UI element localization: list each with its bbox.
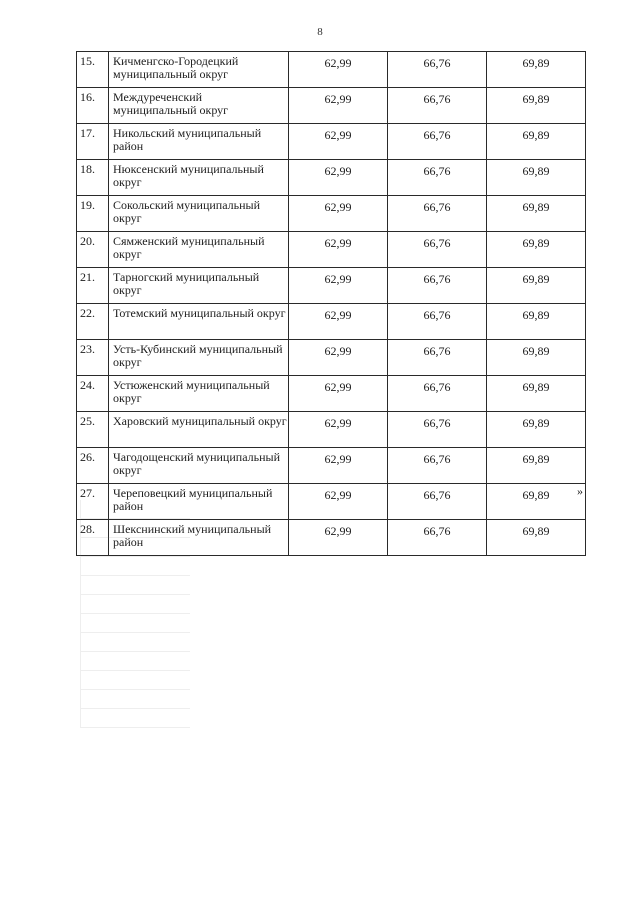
- value-1-cell: 62,99: [289, 376, 388, 412]
- municipality-name-cell: Череповецкий муниципальный район: [109, 484, 289, 520]
- value-1-cell: 62,99: [289, 304, 388, 340]
- municipality-name-cell: Устюженский муниципальный округ: [109, 376, 289, 412]
- value-3-cell: 69,89: [487, 340, 586, 376]
- row-number-cell: 16.: [77, 88, 109, 124]
- municipality-name-cell: Нюксенский муниципальный округ: [109, 160, 289, 196]
- value-1-cell: 62,99: [289, 340, 388, 376]
- page-number: 8: [317, 26, 323, 38]
- value-1-cell: 62,99: [289, 160, 388, 196]
- value-2-cell: 66,76: [388, 340, 487, 376]
- value-1-cell: 62,99: [289, 52, 388, 88]
- value-1-cell: 62,99: [289, 484, 388, 520]
- value-1-cell: 62,99: [289, 196, 388, 232]
- value-2-cell: 66,76: [388, 412, 487, 448]
- row-number-cell: 22.: [77, 304, 109, 340]
- value-3-cell: 69,89: [487, 124, 586, 160]
- value-3-cell: 69,89: [487, 520, 586, 556]
- tariff-table: [76, 51, 586, 556]
- value-1-cell: 62,99: [289, 520, 388, 556]
- municipality-name-cell: Междуреченский муниципальный округ: [109, 88, 289, 124]
- municipality-name-cell: Тарногский муниципальный округ: [109, 268, 289, 304]
- municipality-name-cell: Сямженский муниципальный округ: [109, 232, 289, 268]
- row-number-cell: 26.: [77, 448, 109, 484]
- value-3-cell: 69,89: [487, 448, 586, 484]
- value-2-cell: 66,76: [388, 520, 487, 556]
- value-1-cell: 62,99: [289, 232, 388, 268]
- table-row: [77, 376, 586, 412]
- value-2-cell: 66,76: [388, 124, 487, 160]
- municipality-name-cell: Чагодощенский муниципальный округ: [109, 448, 289, 484]
- value-3-cell: 69,89: [487, 160, 586, 196]
- value-2-cell: 66,76: [388, 268, 487, 304]
- value-1-cell: 62,99: [289, 412, 388, 448]
- table-row: [77, 304, 586, 340]
- municipality-name-cell: Усть-Кубинский муниципальный округ: [109, 340, 289, 376]
- row-number-cell: 19.: [77, 196, 109, 232]
- table-row: [77, 232, 586, 268]
- value-3-cell: 69,89: [487, 376, 586, 412]
- closing-quote: »: [577, 484, 583, 498]
- table-row: [77, 124, 586, 160]
- value-1-cell: 62,99: [289, 124, 388, 160]
- value-1-cell: 62,99: [289, 448, 388, 484]
- value-3-cell: 69,89: [487, 196, 586, 232]
- municipality-name-cell: Сокольский муниципальный округ: [109, 196, 289, 232]
- row-number-cell: 21.: [77, 268, 109, 304]
- row-number-cell: 27.: [77, 484, 109, 520]
- value-2-cell: 66,76: [388, 52, 487, 88]
- value-3-cell: 69,89: [487, 304, 586, 340]
- show-through-artifact: [80, 500, 190, 730]
- table-row: [77, 196, 586, 232]
- row-number-cell: 18.: [77, 160, 109, 196]
- municipality-name-cell: Харовский муниципальный округ: [109, 412, 289, 448]
- value-3-cell: 69,89: [487, 268, 586, 304]
- value-2-cell: 66,76: [388, 304, 487, 340]
- value-3-cell: 69,89: [487, 232, 586, 268]
- municipality-name-cell: Кичменгско-Городецкий муниципальный округ: [109, 52, 289, 88]
- table-row: [77, 88, 586, 124]
- value-2-cell: 66,76: [388, 88, 487, 124]
- row-number-cell: 23.: [77, 340, 109, 376]
- row-number-cell: 28.: [77, 520, 109, 556]
- value-2-cell: 66,76: [388, 232, 487, 268]
- row-number-cell: 17.: [77, 124, 109, 160]
- municipality-name-cell: Никольский муниципальный район: [109, 124, 289, 160]
- value-3-cell: 69,89: [487, 484, 586, 520]
- municipality-name-cell: Тотемский муниципальный округ: [109, 304, 289, 340]
- value-2-cell: 66,76: [388, 484, 487, 520]
- table-row: [77, 52, 586, 88]
- value-2-cell: 66,76: [388, 448, 487, 484]
- value-1-cell: 62,99: [289, 88, 388, 124]
- municipality-name-cell: Шекснинский муниципальный район: [109, 520, 289, 556]
- row-number-cell: 15.: [77, 52, 109, 88]
- value-3-cell: 69,89: [487, 88, 586, 124]
- table-row: [77, 412, 586, 448]
- row-number-cell: 24.: [77, 376, 109, 412]
- value-3-cell: 69,89: [487, 412, 586, 448]
- table-row: [77, 268, 586, 304]
- table-row: [77, 340, 586, 376]
- value-1-cell: 62,99: [289, 268, 388, 304]
- value-3-cell: 69,89: [487, 52, 586, 88]
- row-number-cell: 25.: [77, 412, 109, 448]
- value-2-cell: 66,76: [388, 376, 487, 412]
- table-row: [77, 160, 586, 196]
- table-row: [77, 448, 586, 484]
- value-2-cell: 66,76: [388, 196, 487, 232]
- value-2-cell: 66,76: [388, 160, 487, 196]
- row-number-cell: 20.: [77, 232, 109, 268]
